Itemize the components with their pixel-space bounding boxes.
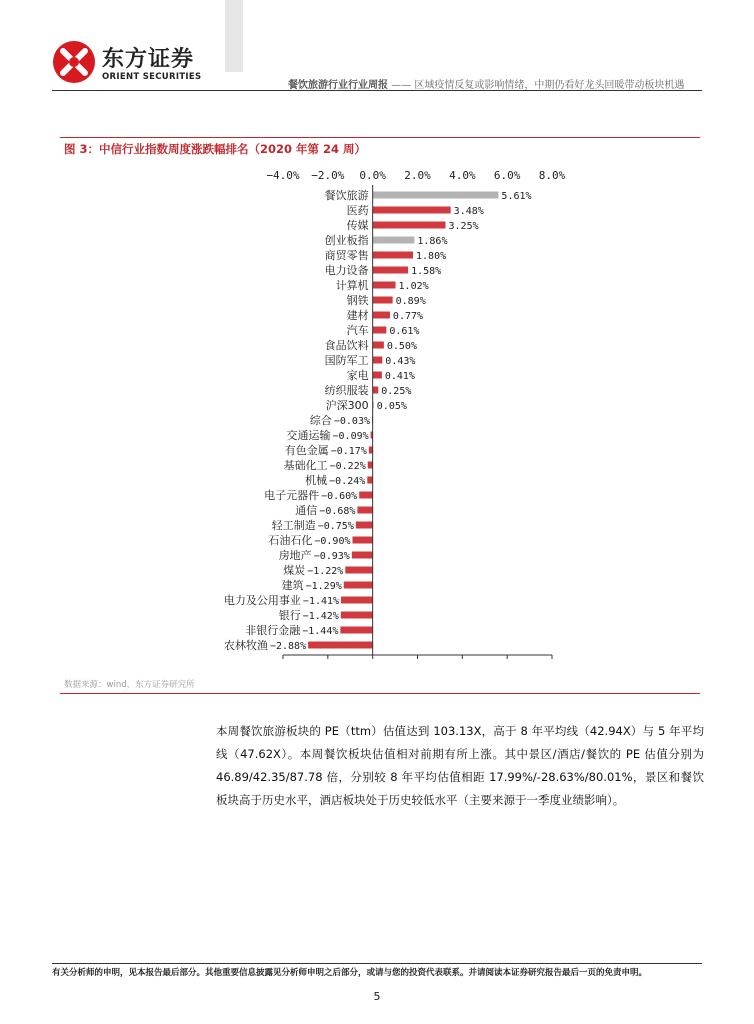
value-label: 0.50% (386, 341, 417, 352)
report-type: 餐饮旅游行业行业周报 (288, 80, 388, 91)
logo-chinese-name: 东方证券 (102, 47, 195, 72)
category-label: 通信 (295, 504, 318, 517)
category-label: 国防军工 (324, 354, 369, 367)
value-label: −0.93% (313, 551, 350, 562)
bar (352, 537, 372, 544)
logo-english-name: ORIENT SECURITIES (102, 72, 202, 82)
category-label: 纺织服装 (324, 384, 369, 397)
category-label: 综合 (309, 414, 332, 427)
category-label: 有色金属 (284, 444, 329, 457)
category-label: 银行 (278, 609, 301, 622)
figure-bottom-rule (60, 693, 700, 694)
bar (373, 342, 384, 349)
value-label: 3.25% (448, 221, 479, 232)
orient-logo-icon (52, 40, 96, 84)
value-label: 0.61% (389, 326, 420, 337)
category-label: 家电 (346, 369, 369, 382)
bar (344, 582, 373, 589)
value-label: −0.03% (333, 416, 370, 427)
value-label: 0.89% (395, 296, 426, 307)
category-label: 汽车 (346, 324, 369, 337)
x-tick-label: 4.0% (449, 169, 476, 182)
category-label: 电子元器件 (264, 489, 320, 502)
bar (356, 522, 373, 529)
value-label: −0.68% (319, 506, 356, 517)
report-header-title (288, 76, 684, 91)
category-label: 钢铁 (346, 294, 369, 307)
page-number: 5 (373, 990, 381, 1003)
category-label: 建材 (346, 309, 369, 322)
category-label: 石油石化 (268, 534, 313, 547)
category-label: 电力设备 (324, 264, 369, 277)
category-label: 基础化工 (283, 459, 328, 472)
category-label: 电力及公用事业 (223, 594, 301, 607)
bar (373, 267, 408, 274)
value-label: 0.25% (381, 386, 412, 397)
bar (341, 597, 373, 604)
company-logo (52, 40, 222, 90)
bar (373, 237, 415, 244)
category-label: 创业板指 (324, 234, 369, 247)
value-label: −1.29% (305, 581, 342, 592)
bar (352, 552, 373, 559)
value-label: 0.41% (384, 371, 415, 382)
bar (345, 567, 372, 574)
value-label: −0.09% (332, 431, 369, 442)
value-label: −1.42% (302, 611, 339, 622)
bar (373, 327, 387, 334)
value-label: 0.05% (376, 401, 407, 412)
x-tick-label: 0.0% (359, 169, 386, 182)
bar (373, 282, 396, 289)
bar (341, 612, 373, 619)
report-subtitle: 区域疫情反复或影响情绪，中期仍看好龙头回暖带动板块机遇 (414, 80, 685, 91)
x-tick-label: −2.0% (311, 169, 345, 182)
bar (340, 627, 372, 634)
industry-ranking-chart (0, 160, 754, 680)
bar (373, 222, 446, 229)
value-label: −0.17% (330, 446, 367, 457)
bar (359, 492, 372, 499)
footer-rule (52, 963, 702, 964)
value-label: −0.24% (329, 476, 366, 487)
x-tick-label: 2.0% (404, 169, 431, 182)
value-label: −0.90% (314, 536, 351, 547)
category-label: 机械 (305, 474, 328, 487)
category-label: 房地产 (278, 549, 312, 562)
value-label: −1.44% (302, 626, 339, 637)
figure-source: 数据来源：wind，东方证券研究所 (64, 680, 195, 690)
value-label: −0.22% (329, 461, 366, 472)
value-label: −1.41% (302, 596, 340, 607)
category-label: 轻工制造 (271, 519, 316, 532)
bar (373, 312, 390, 319)
bar (373, 252, 413, 259)
value-label: −2.88% (269, 641, 307, 652)
bar (373, 207, 451, 214)
bar (373, 192, 499, 199)
bar (308, 642, 373, 649)
bar (373, 297, 393, 304)
category-label: 非银行金融 (245, 624, 301, 637)
category-label: 煤炭 (283, 564, 306, 577)
x-tick-label: 6.0% (493, 169, 521, 182)
bar (357, 507, 372, 514)
figure-title: 图 3：中信行业指数周度涨跌幅排名（2020 年第 24 周） (64, 142, 367, 156)
x-tick-label: −4.0% (266, 169, 300, 182)
bar (368, 462, 373, 469)
header-gray-block (225, 0, 243, 72)
category-label: 建筑 (281, 579, 304, 592)
value-label: 1.86% (417, 236, 448, 247)
bar (373, 387, 379, 394)
value-label: 1.58% (411, 266, 442, 277)
x-tick-label: 8.0% (538, 169, 566, 182)
value-label: 0.77% (392, 311, 424, 322)
category-label: 传媒 (346, 219, 369, 232)
bar (373, 357, 383, 364)
figure-top-rule (60, 137, 700, 138)
value-label: 1.02% (398, 281, 429, 292)
value-label: −1.22% (307, 566, 344, 577)
value-label: 0.43% (385, 356, 416, 367)
category-label: 沪深300 (325, 399, 369, 412)
category-label: 计算机 (335, 279, 369, 292)
header-separator: —— (391, 80, 412, 91)
footer-disclaimer: 有关分析师的申明，见本报告最后部分。其他重要信息披露见分析师申明之后部分，或请与您的投资代表联系。并请阅读本证券研究报告最后一页的免责申明。 (52, 968, 648, 978)
header-rule (52, 90, 702, 91)
value-label: 5.61% (501, 191, 532, 202)
category-label: 医药 (346, 204, 369, 217)
category-label: 食品饮料 (324, 339, 369, 352)
value-label: −0.60% (321, 491, 358, 502)
bar (367, 477, 372, 484)
bar (373, 372, 382, 379)
category-label: 农林牧渔 (223, 639, 268, 652)
value-label: −0.75% (317, 521, 354, 532)
category-label: 商贸零售 (324, 249, 369, 262)
category-label: 交通运输 (286, 429, 331, 442)
category-label: 餐饮旅游 (324, 189, 369, 202)
paragraph-text: 本周餐饮旅游板块的 PE（ttm）估值达到 103.13X，高于 8 年平均线（42.94X）与 5 年平均线（47.62X）。本周餐饮板块估值相对前期有所上涨。其中景区/酒店/餐饮的 PE 估值分别为 46.89/42.35/87.78 倍，分别较 8 年平均估值相距 17.99%/-28.63%/80.01%，景区和餐饮板块高于历史水平，酒店板块处于历史较低水平（主要来源于一季度业绩影响）。 (216, 724, 704, 807)
value-label: 3.48% (453, 206, 484, 217)
value-label: 1.80% (416, 251, 447, 262)
bar (369, 447, 373, 454)
analysis-paragraph (216, 720, 704, 812)
